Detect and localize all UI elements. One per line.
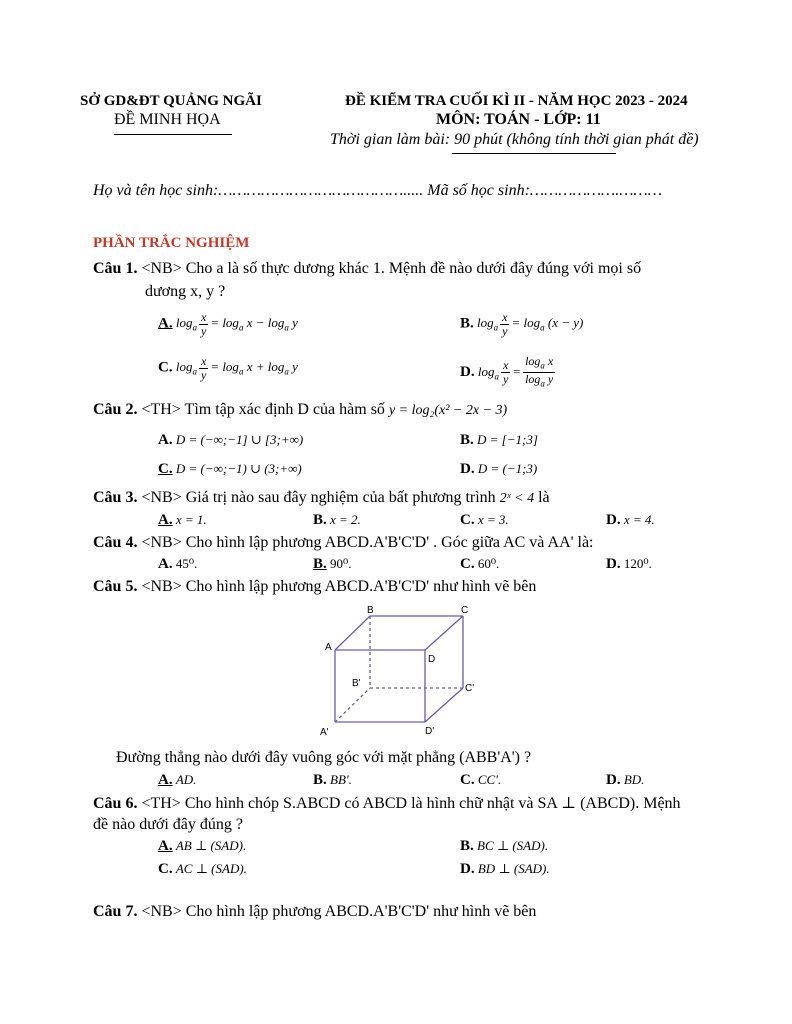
student-info-line: Họ và tên học sinh:…………………………………..... Mã số học sinh:……………….………: [93, 182, 662, 199]
question-1: [93, 260, 641, 278]
q3-option-c[interactable]: C. x = 3.: [460, 512, 509, 528]
q3-option-b[interactable]: B. x = 2.: [313, 512, 361, 528]
question-6-line2: đề nào dưới đây đúng ?: [93, 816, 243, 833]
edge-ab: [335, 616, 370, 650]
section-title: PHẦN TRẮC NGHIỆM: [93, 235, 250, 251]
question-3: Câu 3. <NB> Giá trị nào sau đây nghiệm của bất phương trình 2ˣ < 4 là: [93, 489, 550, 506]
q2-option-c[interactable]: C. D = (−∞;−1) ∪ (3;+∞): [158, 461, 302, 477]
label-c: C: [461, 605, 469, 616]
label-d: D: [428, 654, 436, 665]
q3-option-d[interactable]: D. x = 4.: [606, 512, 655, 528]
question-5-prompt: Đường thẳng nào dưới đây vuông góc với mặt phẳng (ABB'A') ?: [116, 749, 532, 766]
q6-option-a[interactable]: A. AB ⊥ (SAD).: [158, 838, 247, 854]
q3-option-a[interactable]: A. x = 1.: [158, 512, 207, 528]
q5-option-d[interactable]: D. BD.: [606, 772, 645, 788]
q6-option-c[interactable]: C. AC ⊥ (SAD).: [158, 861, 247, 877]
question-1-line2: dương x, y ?: [145, 283, 226, 300]
label-a1: A': [320, 727, 329, 738]
question-6: Câu 6. <TH> Cho hình chóp S.ABCD có ABCD là hình chữ nhật và SA ⊥ (ABCD). Mệnh: [93, 795, 681, 812]
q6-option-d[interactable]: D. BD ⊥ (SAD).: [460, 861, 550, 877]
header-underline-left: [114, 134, 232, 135]
q4-option-d[interactable]: D. 120⁰.: [606, 556, 652, 572]
q5-option-b[interactable]: B. BB'.: [313, 772, 352, 788]
q2-option-d[interactable]: D. D = (−1;3): [460, 461, 538, 477]
question-2: Câu 2. <TH> Tìm tập xác định D của hàm số y = log₂(x² − 2x − 3): [93, 401, 508, 418]
header-underline-right: [452, 153, 616, 154]
q2-option-a[interactable]: A. D = (−∞;−1] ∪ [3;+∞): [158, 432, 304, 448]
q4-option-c[interactable]: C. 60⁰.: [460, 556, 500, 572]
q1-option-a[interactable]: A. $\log_a$ $\frac{x}{y}$ = $\log_a x - \log_a y$: [158, 310, 298, 338]
question-text: <NB> Cho a là số thực dương khác 1. Mệnh đề nào dưới đây đúng với mọi số: [141, 260, 642, 277]
q1-option-c[interactable]: C. $\log_a$ $\frac{x}{y}$ = $\log_a x + \log_a y$: [158, 354, 298, 382]
label-b1: B': [352, 678, 361, 689]
exam-title: ĐỀ KIỂM TRA CUỐI KÌ II - NĂM HỌC 2023 - 2024: [345, 93, 688, 109]
label-b: B: [367, 605, 374, 616]
edge-a1b1: [335, 688, 370, 722]
q1-option-b[interactable]: B. $\log_a$ $\frac{x}{y}$ = $\log_a (x - y)$: [460, 310, 584, 338]
question-4: Câu 4. <NB> Cho hình lập phương ABCD.A'B'C'D' . Góc giữa AC và AA' là:: [93, 534, 594, 551]
q4-option-b[interactable]: B. 90⁰.: [313, 556, 352, 572]
q5-option-a[interactable]: A. AD.: [158, 772, 197, 788]
label-c1: C': [465, 683, 475, 694]
label-d1: D': [425, 726, 435, 737]
cube-figure: [315, 600, 485, 740]
edge-d1c1: [425, 688, 463, 722]
q1-option-d[interactable]: D. $\log_a$ $\frac{x}{y}$ = $\frac{\log_a x}{\log_a y}$: [460, 354, 554, 389]
q6-option-b[interactable]: B. BC ⊥ (SAD).: [460, 838, 549, 854]
q5-option-c[interactable]: C. CC'.: [460, 772, 502, 788]
q2-option-b[interactable]: B. D = [−1;3]: [460, 432, 538, 448]
q4-option-a[interactable]: A. 45⁰.: [158, 556, 198, 572]
edge-cd: [425, 616, 463, 650]
school-name: SỞ GD&ĐT QUẢNG NGÃI: [80, 93, 262, 109]
question-7: Câu 7. <NB> Cho hình lập phương ABCD.A'B'C'D' như hình vẽ bên: [93, 903, 537, 920]
question-5: Câu 5. <NB> Cho hình lập phương ABCD.A'B'C'D' như hình vẽ bên: [93, 578, 537, 595]
label-a: A: [325, 642, 332, 653]
question-label: Câu 1.: [93, 260, 138, 277]
exam-time: Thời gian làm bài: 90 phút (không tính thời gian phát đề): [330, 131, 699, 148]
exam-subject: MÔN: TOÁN - LỚP: 11: [436, 111, 601, 128]
exam-type: ĐỀ MINH HỌA: [114, 111, 221, 128]
